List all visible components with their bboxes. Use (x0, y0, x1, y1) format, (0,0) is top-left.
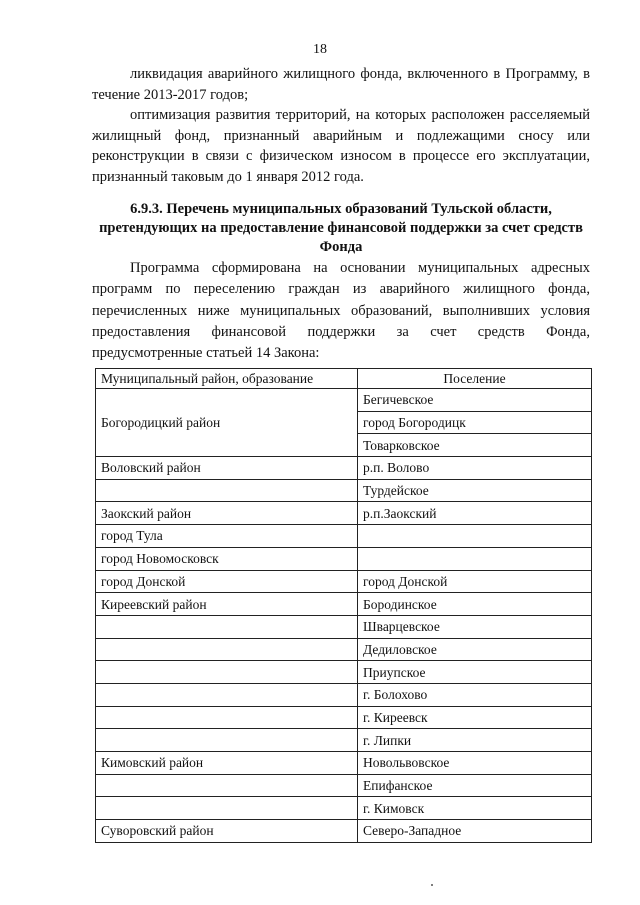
district-cell (96, 683, 358, 706)
district-cell (96, 706, 358, 729)
table-row (96, 593, 592, 616)
table-row (96, 683, 592, 706)
district-cell: Кимовский район (96, 752, 358, 775)
settlement-cell: Турдейское (358, 479, 592, 502)
district-cell: город Донской (96, 570, 358, 593)
table-row (96, 774, 592, 797)
settlement-cell: Дедиловское (358, 638, 592, 661)
table-row (96, 570, 592, 593)
settlement-cell: Шварцевское (358, 615, 592, 638)
table-row (96, 389, 592, 412)
settlement-cell: г. Киреевск (358, 706, 592, 729)
table-row (96, 638, 592, 661)
district-cell (96, 797, 358, 820)
table-row (96, 797, 592, 820)
settlement-cell: Епифанское (358, 774, 592, 797)
table-row (96, 457, 592, 480)
district-cell (96, 729, 358, 752)
settlement-cell: г. Кимовск (358, 797, 592, 820)
table-header-row (96, 369, 592, 389)
settlement-cell: Северо-Западное (358, 820, 592, 843)
settlement-cell: Бородинское (358, 593, 592, 616)
district-cell: Заокский район (96, 502, 358, 525)
table-row (96, 547, 592, 570)
district-cell (96, 774, 358, 797)
settlement-cell (358, 525, 592, 548)
body-paragraph: Программа сформирована на основании муниципальных адресных программ по переселению граждан из аварийного жилищного фонда, перечисленных ниже муниципальных образований, выполнивших условия предоставления финансовой поддержки за счет средств Фонда, предусмотренные статьей 14 Закона: (92, 260, 590, 362)
table-row (96, 752, 592, 775)
settlement-cell: город Донской (358, 570, 592, 593)
settlement-cell: город Богородицк (358, 411, 592, 434)
table-row (96, 729, 592, 752)
settlement-cell: р.п.Заокский (358, 502, 592, 525)
table-row (96, 706, 592, 729)
settlement-cell: Новольвовское (358, 752, 592, 775)
district-cell (96, 615, 358, 638)
intro-text (92, 64, 590, 188)
settlement-cell: г. Липки (358, 729, 592, 752)
district-cell: Киреевский район (96, 593, 358, 616)
district-cell: Воловский район (96, 457, 358, 480)
settlement-cell (358, 547, 592, 570)
table-row (96, 615, 592, 638)
header-settlement: Поселение (358, 369, 592, 389)
header-district: Муниципальный район, образование (96, 369, 358, 389)
district-cell: Богородицкий район (96, 389, 358, 457)
table-body (96, 389, 592, 843)
section-heading: 6.9.3. Перечень муниципальных образований Тульской области, претендующих на предоставление финансовой поддержки за счет средств Фонда (99, 201, 583, 255)
intro-paragraph: оптимизация развития территорий, на которых расположен расселяемый жилищный фонд, признанный аварийным и подлежащими сносу или реконструкции в связи с физическом износом в процессе его эксплуатации, признанный таковым до 1 января 2012 года. (92, 107, 590, 185)
intro-paragraph: ликвидация аварийного жилищного фонда, включенного в Программу, в течение 2013-2017 годов; (92, 66, 590, 103)
district-cell (96, 661, 358, 684)
district-cell (96, 479, 358, 502)
body-text (92, 258, 590, 364)
table-row (96, 479, 592, 502)
settlement-cell: Бегичевское (358, 389, 592, 412)
municipalities-table (95, 368, 592, 843)
district-cell (96, 638, 358, 661)
table-row (96, 502, 592, 525)
page-number: 18 (313, 42, 327, 57)
settlement-cell: г. Болохово (358, 683, 592, 706)
settlement-cell: Приупское (358, 661, 592, 684)
scan-speck (431, 884, 433, 886)
district-cell: Суворовский район (96, 820, 358, 843)
settlement-cell: Товарковское (358, 434, 592, 457)
settlement-cell: р.п. Волово (358, 457, 592, 480)
table-row (96, 525, 592, 548)
table-row (96, 820, 592, 843)
table-row (96, 661, 592, 684)
district-cell: город Новомосковск (96, 547, 358, 570)
district-cell: город Тула (96, 525, 358, 548)
